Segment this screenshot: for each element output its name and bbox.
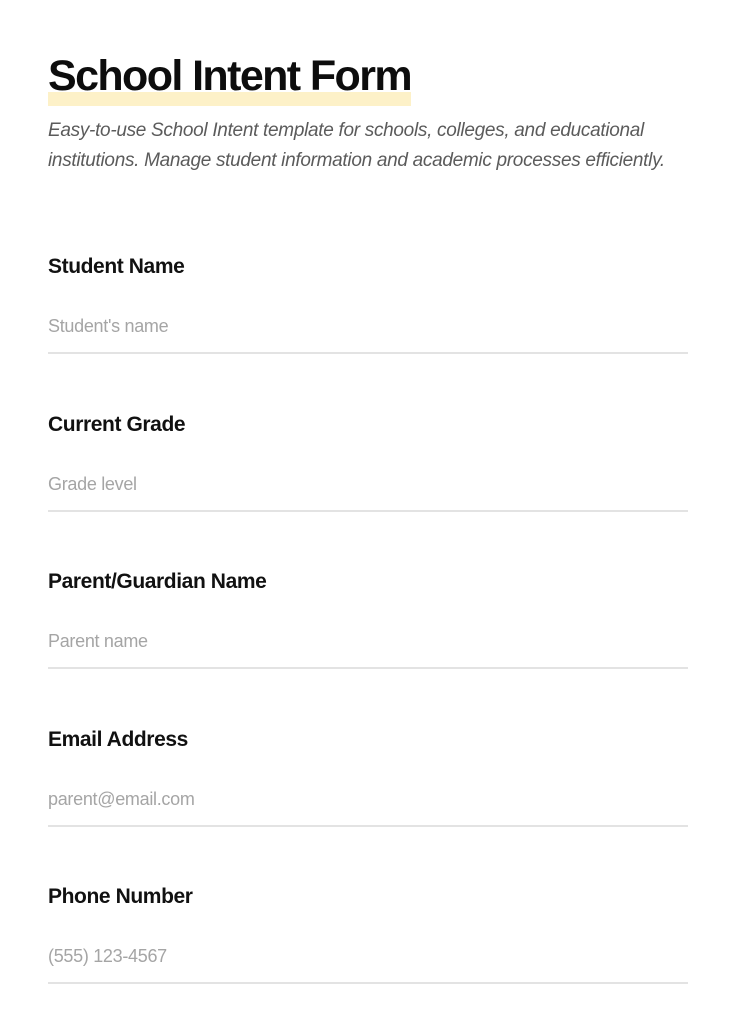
phone-number-label: Phone Number bbox=[48, 885, 193, 908]
parent-name-input[interactable] bbox=[48, 629, 688, 669]
email-address-input[interactable] bbox=[48, 787, 688, 827]
student-name-field bbox=[48, 253, 688, 354]
current-grade-field bbox=[48, 411, 688, 512]
phone-number-input[interactable] bbox=[48, 944, 688, 984]
page-title bbox=[48, 52, 411, 100]
current-grade-label: Current Grade bbox=[48, 413, 186, 436]
email-address-label: Email Address bbox=[48, 728, 188, 751]
email-address-field bbox=[48, 726, 688, 827]
student-name-input[interactable] bbox=[48, 314, 688, 354]
current-grade-input[interactable] bbox=[48, 472, 688, 512]
student-name-label: Student Name bbox=[48, 255, 185, 278]
parent-name-label: Parent/Guardian Name bbox=[48, 570, 267, 593]
page-description: Easy-to-use School Intent template for schools, colleges, and educational institutions. Manage student information and academic processes efficiently. bbox=[48, 120, 665, 171]
page-title-text: School Intent Form bbox=[48, 52, 411, 100]
page-header bbox=[48, 52, 411, 100]
parent-name-field bbox=[48, 568, 688, 669]
phone-number-field bbox=[48, 883, 688, 984]
